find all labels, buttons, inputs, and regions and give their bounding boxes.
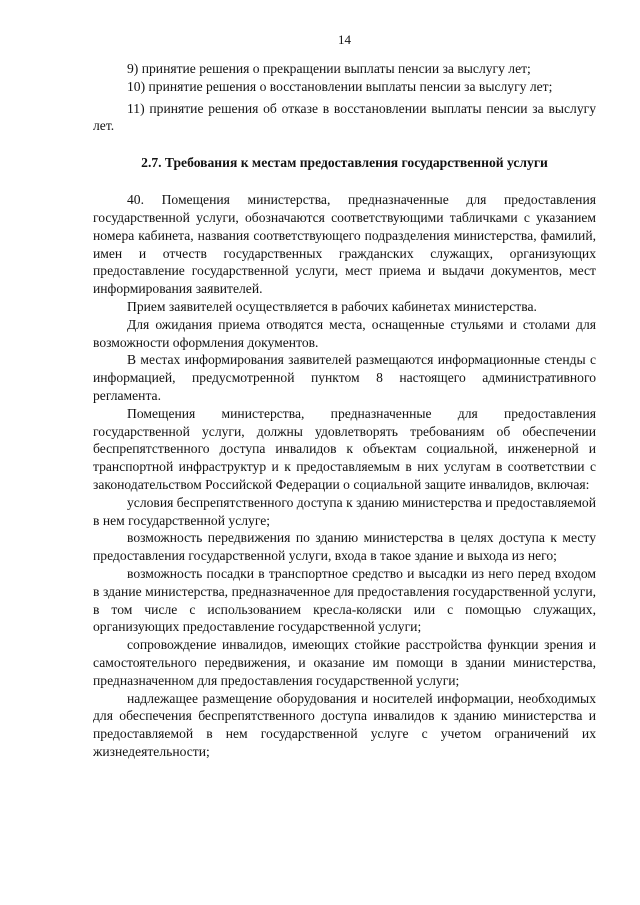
page-number: 14 xyxy=(338,32,351,47)
section-heading: 2.7. Требования к местам предоставления государственной услуги xyxy=(141,155,548,171)
paragraph-movement-in-building: возможность передвижения по зданию министерства в целях доступа к месту предоставления государственной услуги, входа в такое здание и выхода из него; xyxy=(93,530,596,564)
list-item-11: 11) принятие решения об отказе в восстановлении выплаты пенсии за выслугу лет. xyxy=(93,100,596,134)
paragraph-equipment-placement: надлежащее размещение оборудования и носителей информации, необходимых для обеспечения беспрепятственного доступа инвалидов к зданию министерства и предоставляемой в нем государственной услуге с учетом ограничений их жизнедеятельности; xyxy=(93,690,596,759)
paragraph-waiting-places: Для ожидания приема отводятся места, оснащенные стульями и столами для возможности оформления документов. xyxy=(93,316,596,350)
document-body xyxy=(93,60,596,761)
paragraph-access-conditions: условия беспрепятственного доступа к зданию министерства и предоставляемой в нем государственной услуге; xyxy=(93,494,596,528)
paragraph-reception: Прием заявителей осуществляется в рабочих кабинетах министерства. xyxy=(127,298,537,314)
paragraph-40: 40. Помещения министерства, предназначенные для предоставления государственной услуги, обозначаются соответствующими табличками с указанием номера кабинета, названия соответствующего подразделения министерства, фамилий, имен и отчеств государственных гражданских служащих, организующих предоставление государственной услуги, мест приема и выдачи документов, мест информирования заявителей. xyxy=(93,192,596,297)
list-item-9: 9) принятие решения о прекращении выплаты пенсии за выслугу лет; xyxy=(127,61,531,76)
paragraph-accessibility-requirements: Помещения министерства, предназначенные для предоставления государственной услуги, должны удовлетворять требованиям об обеспечении беспрепятственного доступа инвалидов к объектам социальной, инженерной и транспортной инфраструктур и к предоставляемым в них услугам в соответствии с законодательством Российской Федерации о социальной защите инвалидов, включая: xyxy=(93,405,596,492)
paragraph-transport-boarding: возможность посадки в транспортное средство и высадки из него перед входом в здание министерства, предназначенное для предоставления государственной услуги, в том числе с использованием кресла-коляски или с помощью служащих, организующих предоставление государственной услуги; xyxy=(93,565,596,635)
paragraph-info-stands: В местах информирования заявителей размещаются информационные стенды с информацией, предусмотренной пунктом 8 настоящего административного регламента. xyxy=(93,352,596,403)
list-item-10: 10) принятие решения о восстановлении выплаты пенсии за выслугу лет; xyxy=(127,78,553,94)
paragraph-escort-assistance: сопровождение инвалидов, имеющих стойкие расстройства функции зрения и самостоятельного передвижения, и оказание им помощи в здании министерства, предназначенном для предоставления государственной услуги; xyxy=(93,637,596,688)
